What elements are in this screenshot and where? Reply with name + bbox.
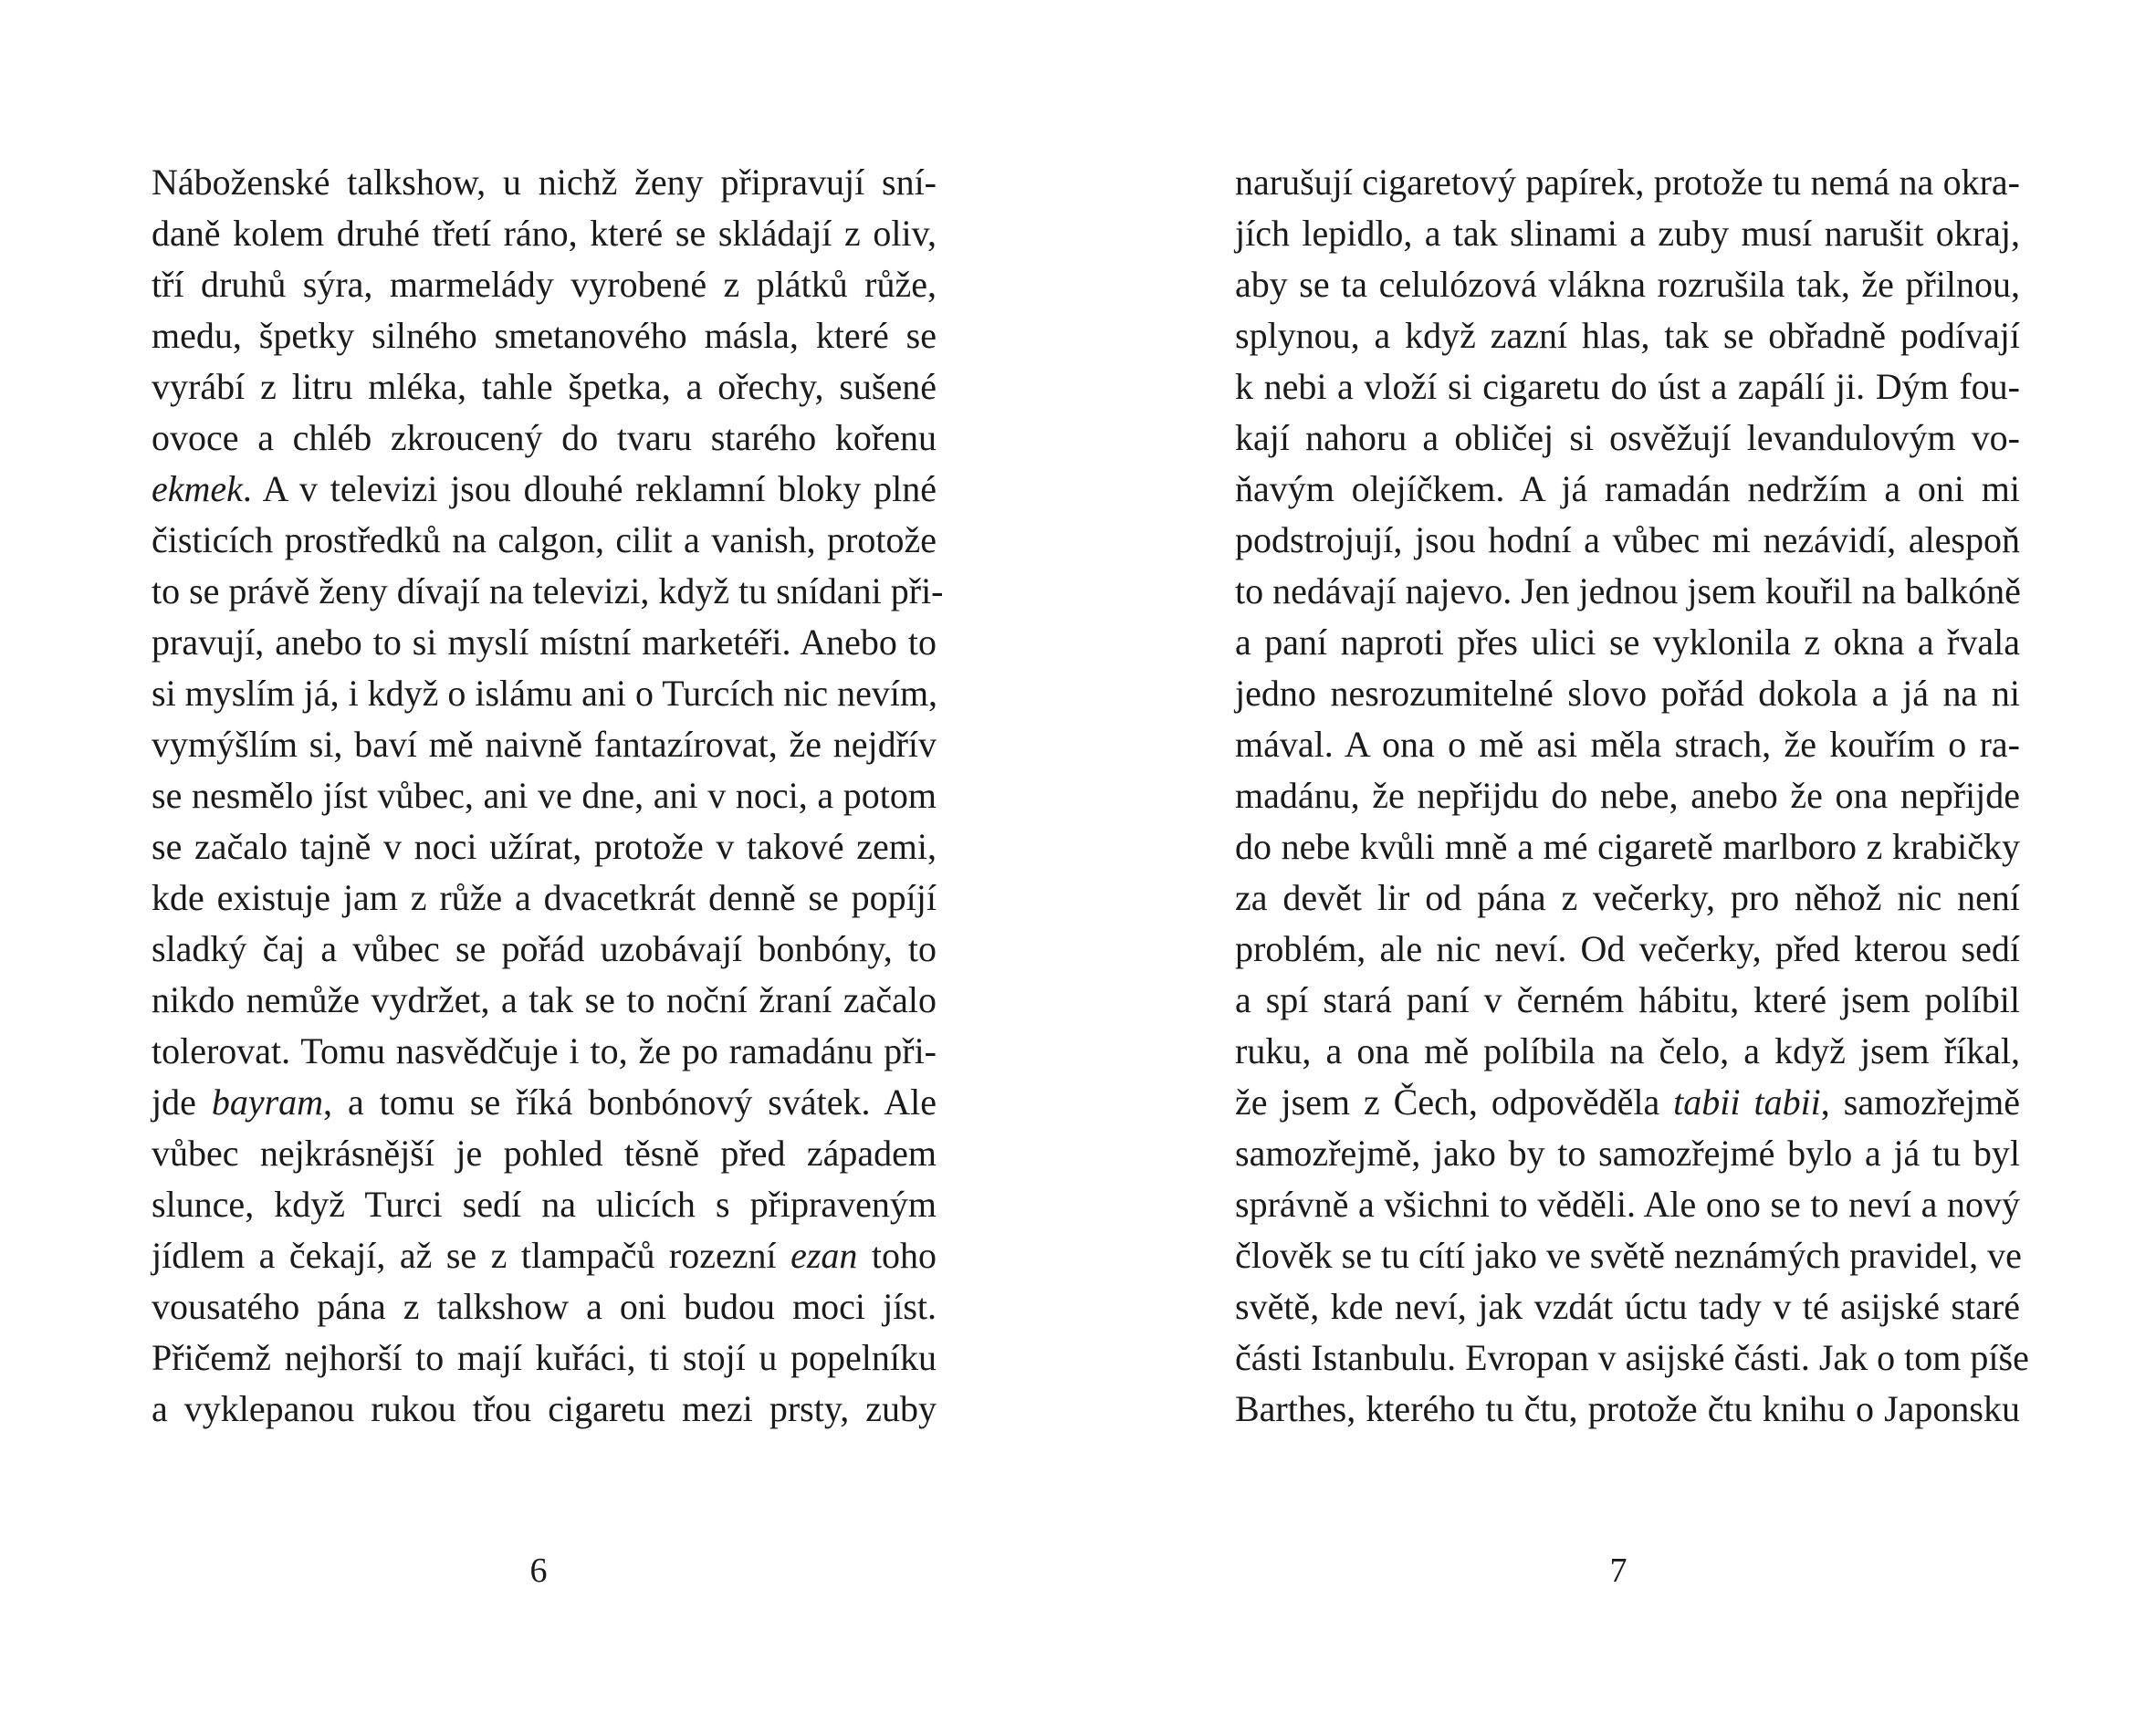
text-line: [1235, 1281, 2020, 1332]
text-segment: že jsem z Čech, odpověděla: [1235, 1081, 1674, 1123]
text-segment: jídlem a čekají, až se z tlampačů rozezní: [152, 1235, 791, 1276]
text-segment: toho: [857, 1235, 937, 1276]
text-line: [1235, 157, 2020, 208]
text-segment: jích lepidlo, a tak slinami a zuby musí narušit okraj,: [1235, 213, 2020, 254]
text-segment: to se právě ženy dívají na televizi, když tu snídani při-: [152, 570, 944, 611]
text-line: [1235, 924, 2020, 975]
text-line: [152, 464, 937, 515]
text-segment: , a tomu se říká bonbónový svátek. Ale: [323, 1081, 937, 1123]
text-line: [1235, 668, 2020, 719]
text-segment: . A v televizi jsou dlouhé reklamní bloky plné: [242, 468, 937, 509]
text-line: [1235, 770, 2020, 821]
text-segment: Barthes, kterého tu čtu, protože čtu knihu o Japonsku: [1235, 1388, 2020, 1429]
text-segment: a spí stará paní v černém hábitu, které jsem políbil: [1235, 979, 2020, 1020]
text-line: [152, 924, 937, 975]
text-line: [1235, 872, 2020, 924]
text-line: [152, 1230, 937, 1281]
text-line: [1235, 975, 2020, 1026]
text-segment: části Istanbulu. Evropan v asijské části. Jak o tom píše: [1235, 1337, 2029, 1378]
text-segment: splynou, a když zazní hlas, tak se obřadně podívají: [1235, 315, 2020, 356]
page-number-right: 7: [1609, 1552, 1627, 1590]
text-segment: problém, ale nic neví. Od večerky, před kterou sedí: [1235, 928, 2020, 969]
text-line: [152, 1128, 937, 1179]
text-segment: samozřejmě, jako by to samozřejmé bylo a já tu byl: [1235, 1133, 2020, 1174]
text-line: [1235, 1128, 2020, 1179]
text-line: [1235, 1384, 2020, 1435]
text-segment: slunce, když Turci sedí na ulicích s připraveným: [152, 1184, 937, 1225]
text-segment: se nesmělo jíst vůbec, ani ve dne, ani v noci, a potom: [152, 775, 937, 816]
italic-term: bayram: [211, 1081, 324, 1123]
text-line: [1235, 1026, 2020, 1077]
text-segment: světě, kde neví, jak vzdát úctu tady v té asijské staré: [1235, 1286, 2020, 1327]
text-segment: vyrábí z litru mléka, tahle špetka, a ořechy, sušené: [152, 366, 937, 407]
text-line: [1235, 464, 2020, 515]
text-line: [152, 617, 937, 668]
text-segment: sladký čaj a vůbec se pořád uzobávají bonbóny, to: [152, 928, 937, 969]
text-segment: k nebi a vloží si cigaretu do úst a zapálí ji. Dým fou-: [1235, 366, 2020, 407]
right-page-text: [1235, 157, 2029, 1435]
text-line: [152, 1281, 937, 1332]
text-segment: tří druhů sýra, marmelády vyrobené z plátků růže,: [152, 264, 937, 305]
text-segment: vymýšlím si, baví mě naivně fantazírovat, že nejdřív: [152, 724, 937, 765]
text-line: [152, 413, 937, 464]
text-segment: nikdo nemůže vydržet, a tak se to noční žraní začalo: [152, 979, 937, 1020]
text-line: [152, 566, 944, 617]
italic-term: ekmek: [152, 468, 243, 509]
text-line: [152, 770, 937, 821]
text-segment: podstrojují, jsou hodní a vůbec mi nezávidí, alespoň: [1235, 519, 2020, 560]
text-line: [1235, 821, 2020, 872]
italic-term: tabii tabii: [1673, 1081, 1821, 1123]
text-segment: jde: [152, 1081, 212, 1123]
text-segment: Přičemž nejhorší to mají kuřáci, ti stojí u popelníku: [152, 1337, 937, 1378]
text-line: [152, 259, 937, 310]
page-number-left: 6: [529, 1552, 548, 1590]
text-line: [152, 208, 937, 259]
text-line: [1235, 310, 2020, 361]
text-segment: Náboženské talkshow, u nichž ženy připravují sní-: [152, 162, 937, 203]
text-line: [152, 821, 937, 872]
text-line: [1235, 259, 2020, 310]
text-segment: si myslím já, i když o islámu ani o Turcích nic nevím,: [152, 673, 938, 714]
text-line: [1235, 515, 2020, 566]
text-line: [1235, 1179, 2020, 1230]
text-segment: medu, špetky silného smetanového másla, které se: [152, 315, 937, 356]
text-line: [152, 1384, 937, 1435]
text-segment: madánu, že nepřijdu do nebe, anebo že ona nepřijde: [1235, 775, 2020, 816]
text-line: [152, 668, 937, 719]
text-segment: aby se ta celulózová vlákna rozrušila tak, že přilnou,: [1235, 264, 2020, 305]
text-segment: pravují, anebo to si myslí místní marketéři. Anebo to: [152, 622, 937, 663]
text-segment: ovoce a chléb zkroucený do tvaru starého kořenu: [152, 417, 937, 458]
italic-term: ezan: [790, 1235, 858, 1276]
text-segment: daně kolem druhé třetí ráno, které se skládají z oliv,: [152, 213, 937, 254]
text-line: [152, 1332, 937, 1384]
left-page-text: [152, 157, 944, 1435]
text-line: [1235, 208, 2020, 259]
text-line: [152, 361, 937, 413]
text-line: [1235, 566, 2020, 617]
text-segment: do nebe kvůli mně a mé cigaretě marlboro z krabičky: [1235, 826, 2020, 867]
text-segment: to nedávají najevo. Jen jednou jsem kouřil na balkóně: [1235, 570, 2021, 611]
text-segment: narušují cigaretový papírek, protože tu nemá na okra-: [1235, 162, 2020, 203]
text-segment: , samozřejmě: [1820, 1081, 2020, 1123]
text-segment: tolerovat. Tomu nasvědčuje i to, že po ramadánu při-: [152, 1030, 937, 1071]
text-line: [152, 515, 937, 566]
text-line: [152, 1026, 937, 1077]
text-line: [152, 310, 937, 361]
text-segment: čisticích prostředků na calgon, cilit a vanish, protože: [152, 519, 937, 560]
text-line: [1235, 413, 2020, 464]
text-segment: jedno nesrozumitelné slovo pořád dokola a já na ni: [1235, 673, 2020, 714]
text-line: [152, 1077, 937, 1128]
text-line: [1235, 617, 2020, 668]
text-segment: mával. A ona o mě asi měla strach, že kouřím o ra-: [1235, 724, 2020, 765]
text-segment: ruku, a ona mě políbila na čelo, a když jsem říkal,: [1235, 1030, 2020, 1071]
text-segment: správně a všichni to věděli. Ale ono se to neví a nový: [1235, 1184, 2020, 1225]
text-line: [1235, 1332, 2029, 1384]
text-segment: člověk se tu cítí jako ve světě neznámých pravidel, ve: [1235, 1235, 2022, 1276]
text-line: [152, 1179, 937, 1230]
text-segment: kde existuje jam z růže a dvacetkrát denně se popíjí: [152, 877, 937, 918]
text-line: [1235, 361, 2020, 413]
text-line: [1235, 1230, 2020, 1281]
text-segment: se začalo tajně v noci užírat, protože v takové zemi,: [152, 826, 937, 867]
text-line: [152, 975, 937, 1026]
text-segment: kají nahoru a obličej si osvěžují levandulovým vo-: [1235, 417, 2020, 458]
text-segment: vůbec nejkrásnější je pohled těsně před západem: [152, 1133, 937, 1174]
text-line: [152, 872, 937, 924]
text-segment: a vyklepanou rukou třou cigaretu mezi prsty, zuby: [152, 1388, 937, 1429]
text-segment: ňavým olejíčkem. A já ramadán nedržím a oni mi: [1235, 468, 2020, 509]
text-segment: a paní naproti přes ulici se vyklonila z okna a řvala: [1235, 622, 2020, 663]
text-line: [1235, 719, 2020, 770]
text-line: [152, 719, 937, 770]
text-line: [1235, 1077, 2020, 1128]
right-page: [1078, 0, 2156, 1724]
text-line: [152, 157, 937, 208]
text-segment: za devět lir od pána z večerky, pro něhož nic není: [1235, 877, 2020, 918]
text-segment: vousatého pána z talkshow a oni budou moci jíst.: [152, 1286, 937, 1327]
